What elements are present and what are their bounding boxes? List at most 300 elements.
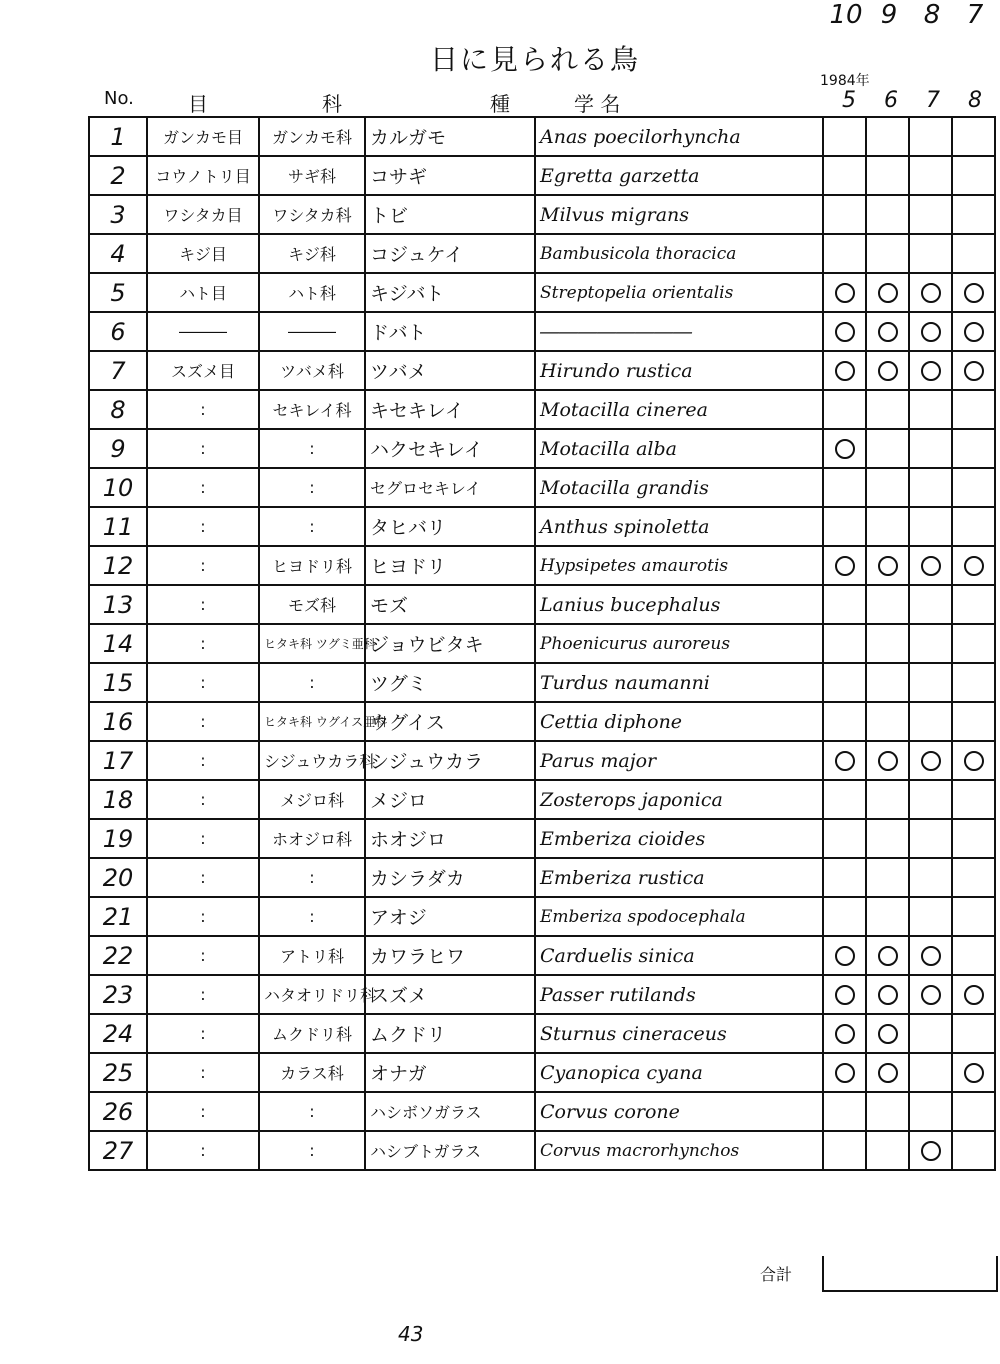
species-cell: アオジ	[365, 897, 535, 936]
row-number: 25	[89, 1053, 147, 1092]
row-number: 23	[89, 975, 147, 1014]
scientific-name-cell: Motacilla grandis	[535, 468, 823, 507]
family-cell: ハト科	[259, 273, 365, 312]
table-row	[89, 897, 995, 936]
observation-cell-month-5	[823, 663, 866, 702]
bird-survey-table	[88, 116, 996, 1171]
table-row	[89, 234, 995, 273]
family-cell: ヒヨドリ科	[259, 546, 365, 585]
table-row	[89, 663, 995, 702]
observation-cell-month-5	[823, 585, 866, 624]
species-cell: ホオジロ	[365, 819, 535, 858]
family-cell: :	[259, 663, 365, 702]
species-cell: ウグイス	[365, 702, 535, 741]
family-cell: :	[259, 468, 365, 507]
observation-cell-month-8	[952, 663, 995, 702]
observed-circle-mark	[835, 556, 855, 576]
species-cell: カワラヒワ	[365, 936, 535, 975]
observed-circle-mark	[964, 322, 984, 342]
order-cell: ガンカモ目	[147, 117, 259, 156]
observation-cell-month-7	[909, 1053, 952, 1092]
total-month-6: 9	[880, 0, 898, 30]
scientific-name-cell: Emberiza cioides	[535, 819, 823, 858]
observation-cell-month-8	[952, 780, 995, 819]
observed-circle-mark	[964, 751, 984, 771]
observation-cell-month-8	[952, 975, 995, 1014]
scientific-name-cell: Cettia diphone	[535, 702, 823, 741]
header-order: 目	[188, 92, 208, 116]
scientific-name-cell: Sturnus cineraceus	[535, 1014, 823, 1053]
observation-cell-month-8	[952, 858, 995, 897]
observation-cell-month-7	[909, 585, 952, 624]
header-scientific-name: 学 名	[574, 92, 621, 116]
observation-cell-month-7	[909, 468, 952, 507]
observation-cell-month-5	[823, 273, 866, 312]
observed-circle-mark	[878, 283, 898, 303]
species-cell: スズメ	[365, 975, 535, 1014]
species-cell: セグロセキレイ	[365, 468, 535, 507]
scientific-name-cell: Parus major	[535, 741, 823, 780]
observation-cell-month-5	[823, 702, 866, 741]
observation-cell-month-8	[952, 819, 995, 858]
observed-circle-mark	[921, 556, 941, 576]
row-number: 26	[89, 1092, 147, 1131]
order-cell: :	[147, 897, 259, 936]
observation-cell-month-5	[823, 195, 866, 234]
observed-circle-mark	[878, 946, 898, 966]
order-cell: :	[147, 1014, 259, 1053]
table-row	[89, 351, 995, 390]
observation-cell-month-6	[866, 1092, 909, 1131]
family-cell: ヒタキ科 ツグミ亜科	[259, 624, 365, 663]
family-cell: ホオジロ科	[259, 819, 365, 858]
order-cell: :	[147, 858, 259, 897]
table-row	[89, 546, 995, 585]
observation-cell-month-8	[952, 234, 995, 273]
order-cell: スズメ目	[147, 351, 259, 390]
row-number: 11	[89, 507, 147, 546]
observation-cell-month-6	[866, 390, 909, 429]
family-cell: ツバメ科	[259, 351, 365, 390]
table-row	[89, 1092, 995, 1131]
observation-cell-month-5	[823, 429, 866, 468]
observation-cell-month-7	[909, 1131, 952, 1170]
observation-cell-month-6	[866, 702, 909, 741]
observation-cell-month-5	[823, 234, 866, 273]
total-month-8: 7	[966, 0, 984, 30]
observation-cell-month-6	[866, 1131, 909, 1170]
row-number: 18	[89, 780, 147, 819]
species-cell: ムクドリ	[365, 1014, 535, 1053]
family-cell: シジュウカラ科	[259, 741, 365, 780]
species-cell: ヒヨドリ	[365, 546, 535, 585]
observation-cell-month-6	[866, 234, 909, 273]
table-row	[89, 585, 995, 624]
row-number: 27	[89, 1131, 147, 1170]
scientific-name-cell: Lanius bucephalus	[535, 585, 823, 624]
table-row	[89, 780, 995, 819]
observation-cell-month-7	[909, 117, 952, 156]
observation-cell-month-6	[866, 429, 909, 468]
row-number: 21	[89, 897, 147, 936]
row-number: 7	[89, 351, 147, 390]
observation-cell-month-8	[952, 468, 995, 507]
observation-cell-month-6	[866, 156, 909, 195]
order-cell: :	[147, 1131, 259, 1170]
row-number: 5	[89, 273, 147, 312]
order-cell: :	[147, 663, 259, 702]
observed-circle-mark	[878, 556, 898, 576]
table-row	[89, 429, 995, 468]
family-cell: :	[259, 1131, 365, 1170]
row-number: 17	[89, 741, 147, 780]
total-month-7: 8	[923, 0, 941, 30]
observation-cell-month-5	[823, 819, 866, 858]
species-cell: モズ	[365, 585, 535, 624]
species-cell: キジバト	[365, 273, 535, 312]
observation-cell-month-6	[866, 195, 909, 234]
scientific-name-cell: Emberiza rustica	[535, 858, 823, 897]
species-cell: ドバト	[365, 312, 535, 351]
order-cell: :	[147, 741, 259, 780]
species-cell: ハシブトガラス	[365, 1131, 535, 1170]
order-cell: :	[147, 975, 259, 1014]
order-cell: :	[147, 1053, 259, 1092]
observation-cell-month-7	[909, 351, 952, 390]
family-cell: ハタオリドリ科	[259, 975, 365, 1014]
row-number: 22	[89, 936, 147, 975]
row-number: 12	[89, 546, 147, 585]
observation-cell-month-5	[823, 780, 866, 819]
order-cell: :	[147, 1092, 259, 1131]
row-number: 13	[89, 585, 147, 624]
table-row	[89, 507, 995, 546]
family-cell: サギ科	[259, 156, 365, 195]
family-cell: ムクドリ科	[259, 1014, 365, 1053]
observation-cell-month-8	[952, 585, 995, 624]
order-cell: ワシタカ目	[147, 195, 259, 234]
observation-cell-month-6	[866, 624, 909, 663]
table-row	[89, 858, 995, 897]
header-species: 種	[490, 92, 510, 116]
scientific-name-cell: Turdus naumanni	[535, 663, 823, 702]
observation-cell-month-8	[952, 351, 995, 390]
observation-cell-month-5	[823, 624, 866, 663]
observed-circle-mark	[835, 361, 855, 381]
observation-cell-month-7	[909, 429, 952, 468]
observation-cell-month-6	[866, 273, 909, 312]
observation-cell-month-6	[866, 663, 909, 702]
table-row	[89, 819, 995, 858]
observation-cell-month-8	[952, 897, 995, 936]
family-cell: モズ科	[259, 585, 365, 624]
family-cell: :	[259, 1092, 365, 1131]
scientific-name-cell: Milvus migrans	[535, 195, 823, 234]
species-cell: コサギ	[365, 156, 535, 195]
header-no: No.	[104, 88, 134, 109]
observation-cell-month-6	[866, 351, 909, 390]
observation-cell-month-5	[823, 156, 866, 195]
observation-cell-month-7	[909, 507, 952, 546]
observed-circle-mark	[921, 1141, 941, 1161]
order-cell: :	[147, 390, 259, 429]
observed-circle-mark	[964, 1063, 984, 1083]
order-cell: :	[147, 546, 259, 585]
order-cell: :	[147, 819, 259, 858]
table-row	[89, 273, 995, 312]
header-month-5: 5	[842, 88, 856, 113]
observation-cell-month-5	[823, 1092, 866, 1131]
observed-circle-mark	[921, 751, 941, 771]
family-cell: アトリ科	[259, 936, 365, 975]
observation-cell-month-8	[952, 624, 995, 663]
observation-cell-month-7	[909, 702, 952, 741]
row-number: 20	[89, 858, 147, 897]
observation-cell-month-8	[952, 390, 995, 429]
family-cell: カラス科	[259, 1053, 365, 1092]
observed-circle-mark	[964, 361, 984, 381]
order-cell: :	[147, 429, 259, 468]
observation-cell-month-6	[866, 1014, 909, 1053]
observation-cell-month-7	[909, 858, 952, 897]
observed-circle-mark	[835, 751, 855, 771]
observation-cell-month-5	[823, 351, 866, 390]
observation-cell-month-6	[866, 819, 909, 858]
observation-cell-month-7	[909, 234, 952, 273]
observation-cell-month-6	[866, 936, 909, 975]
family-cell: :	[259, 507, 365, 546]
observed-circle-mark	[878, 361, 898, 381]
header-month-8: 8	[968, 88, 982, 113]
family-cell: メジロ科	[259, 780, 365, 819]
observation-cell-month-6	[866, 975, 909, 1014]
observation-cell-month-5	[823, 1014, 866, 1053]
scientific-name-cell: Anthus spinoletta	[535, 507, 823, 546]
observation-cell-month-8	[952, 156, 995, 195]
observation-cell-month-6	[866, 741, 909, 780]
species-cell: トビ	[365, 195, 535, 234]
order-cell: :	[147, 702, 259, 741]
page-title: 日に見られる鳥	[430, 43, 641, 76]
row-number: 19	[89, 819, 147, 858]
observed-circle-mark	[964, 556, 984, 576]
row-number: 8	[89, 390, 147, 429]
observation-cell-month-5	[823, 507, 866, 546]
observation-cell-month-8	[952, 936, 995, 975]
observed-circle-mark	[921, 322, 941, 342]
totals-box	[822, 1256, 998, 1292]
observed-circle-mark	[878, 751, 898, 771]
observation-cell-month-5	[823, 936, 866, 975]
scientific-name-cell: ――――――――	[535, 312, 823, 351]
observation-cell-month-7	[909, 780, 952, 819]
table-row	[89, 117, 995, 156]
observation-cell-month-7	[909, 1092, 952, 1131]
observation-cell-month-7	[909, 273, 952, 312]
observation-cell-month-8	[952, 507, 995, 546]
observation-cell-month-7	[909, 312, 952, 351]
observation-cell-month-8	[952, 117, 995, 156]
observation-cell-month-8	[952, 429, 995, 468]
order-cell: :	[147, 468, 259, 507]
observation-cell-month-8	[952, 195, 995, 234]
observed-circle-mark	[878, 1024, 898, 1044]
observation-cell-month-8	[952, 312, 995, 351]
observed-circle-mark	[921, 946, 941, 966]
row-number: 3	[89, 195, 147, 234]
observed-circle-mark	[921, 283, 941, 303]
observation-cell-month-5	[823, 858, 866, 897]
scientific-name-cell: Motacilla alba	[535, 429, 823, 468]
species-cell: メジロ	[365, 780, 535, 819]
table-row	[89, 390, 995, 429]
observed-circle-mark	[835, 283, 855, 303]
observation-cell-month-7	[909, 897, 952, 936]
observation-cell-month-7	[909, 390, 952, 429]
observation-cell-month-7	[909, 156, 952, 195]
order-cell: :	[147, 624, 259, 663]
species-cell: シジュウカラ	[365, 741, 535, 780]
order-cell: ―――	[147, 312, 259, 351]
observation-cell-month-6	[866, 468, 909, 507]
observed-circle-mark	[878, 985, 898, 1005]
observation-cell-month-7	[909, 195, 952, 234]
observation-cell-month-7	[909, 1014, 952, 1053]
observation-cell-month-7	[909, 936, 952, 975]
scientific-name-cell: Carduelis sinica	[535, 936, 823, 975]
species-cell: ツグミ	[365, 663, 535, 702]
row-number: 4	[89, 234, 147, 273]
observation-cell-month-6	[866, 585, 909, 624]
table-row	[89, 936, 995, 975]
observation-cell-month-7	[909, 663, 952, 702]
scientific-name-cell: Passer rutilands	[535, 975, 823, 1014]
scientific-name-cell: Bambusicola thoracica	[535, 234, 823, 273]
observed-circle-mark	[921, 985, 941, 1005]
scientific-name-cell: Hypsipetes amaurotis	[535, 546, 823, 585]
observation-cell-month-5	[823, 741, 866, 780]
observed-circle-mark	[964, 283, 984, 303]
scientific-name-cell: Anas poecilorhyncha	[535, 117, 823, 156]
scientific-name-cell: Cyanopica cyana	[535, 1053, 823, 1092]
family-cell: キジ科	[259, 234, 365, 273]
observation-cell-month-5	[823, 312, 866, 351]
scientific-name-cell: Zosterops japonica	[535, 780, 823, 819]
observed-circle-mark	[835, 1024, 855, 1044]
observation-cell-month-6	[866, 780, 909, 819]
table-row	[89, 156, 995, 195]
species-cell: キセキレイ	[365, 390, 535, 429]
observation-cell-month-5	[823, 897, 866, 936]
family-cell: :	[259, 897, 365, 936]
row-number: 15	[89, 663, 147, 702]
observed-circle-mark	[921, 361, 941, 381]
species-cell: カシラダカ	[365, 858, 535, 897]
observation-cell-month-8	[952, 1092, 995, 1131]
observation-cell-month-5	[823, 468, 866, 507]
row-number: 1	[89, 117, 147, 156]
row-number: 9	[89, 429, 147, 468]
species-cell: ジョウビタキ	[365, 624, 535, 663]
total-month-5: 10	[829, 0, 863, 30]
scientific-name-cell: Corvus macrorhynchos	[535, 1131, 823, 1170]
table-row	[89, 468, 995, 507]
scientific-name-cell: Streptopelia orientalis	[535, 273, 823, 312]
observation-cell-month-7	[909, 741, 952, 780]
table-row	[89, 1131, 995, 1170]
table-row	[89, 975, 995, 1014]
row-number: 16	[89, 702, 147, 741]
family-cell: :	[259, 858, 365, 897]
row-number: 24	[89, 1014, 147, 1053]
species-cell: カルガモ	[365, 117, 535, 156]
order-cell: :	[147, 585, 259, 624]
order-cell: :	[147, 936, 259, 975]
order-cell: ハト目	[147, 273, 259, 312]
species-cell: ハクセキレイ	[365, 429, 535, 468]
observed-circle-mark	[878, 1063, 898, 1083]
observation-cell-month-5	[823, 117, 866, 156]
species-cell: コジュケイ	[365, 234, 535, 273]
observation-cell-month-6	[866, 312, 909, 351]
observed-circle-mark	[835, 439, 855, 459]
observation-cell-month-8	[952, 1131, 995, 1170]
table-row	[89, 1053, 995, 1092]
observation-cell-month-6	[866, 1053, 909, 1092]
species-cell: ハシボソガラス	[365, 1092, 535, 1131]
table-row	[89, 624, 995, 663]
observed-circle-mark	[964, 985, 984, 1005]
observation-cell-month-5	[823, 1053, 866, 1092]
table-row	[89, 195, 995, 234]
observation-cell-month-5	[823, 390, 866, 429]
total-label: 合計	[760, 1265, 793, 1284]
species-cell: オナガ	[365, 1053, 535, 1092]
row-number: 10	[89, 468, 147, 507]
observation-cell-month-6	[866, 897, 909, 936]
species-cell: タヒバリ	[365, 507, 535, 546]
table-row	[89, 1014, 995, 1053]
observation-cell-month-5	[823, 1131, 866, 1170]
scientific-name-cell: Egretta garzetta	[535, 156, 823, 195]
family-cell: ヒタキ科 ウグイス亜科	[259, 702, 365, 741]
observation-cell-month-6	[866, 546, 909, 585]
order-cell: コウノトリ目	[147, 156, 259, 195]
observation-cell-month-7	[909, 546, 952, 585]
observed-circle-mark	[835, 322, 855, 342]
observation-cell-month-8	[952, 702, 995, 741]
family-cell: ガンカモ科	[259, 117, 365, 156]
header-month-7: 7	[926, 88, 940, 113]
observation-cell-month-6	[866, 507, 909, 546]
observation-cell-month-8	[952, 546, 995, 585]
observation-cell-month-8	[952, 1014, 995, 1053]
observation-cell-month-8	[952, 273, 995, 312]
table-row	[89, 741, 995, 780]
page-number: 43	[398, 1322, 424, 1346]
observation-cell-month-5	[823, 546, 866, 585]
family-cell: ―――	[259, 312, 365, 351]
scientific-name-cell: Motacilla cinerea	[535, 390, 823, 429]
observation-cell-month-8	[952, 1053, 995, 1092]
order-cell: :	[147, 507, 259, 546]
observation-cell-month-7	[909, 624, 952, 663]
observed-circle-mark	[835, 1063, 855, 1083]
observation-cell-month-6	[866, 858, 909, 897]
scientific-name-cell: Phoenicurus auroreus	[535, 624, 823, 663]
observation-cell-month-8	[952, 741, 995, 780]
observation-cell-month-6	[866, 117, 909, 156]
